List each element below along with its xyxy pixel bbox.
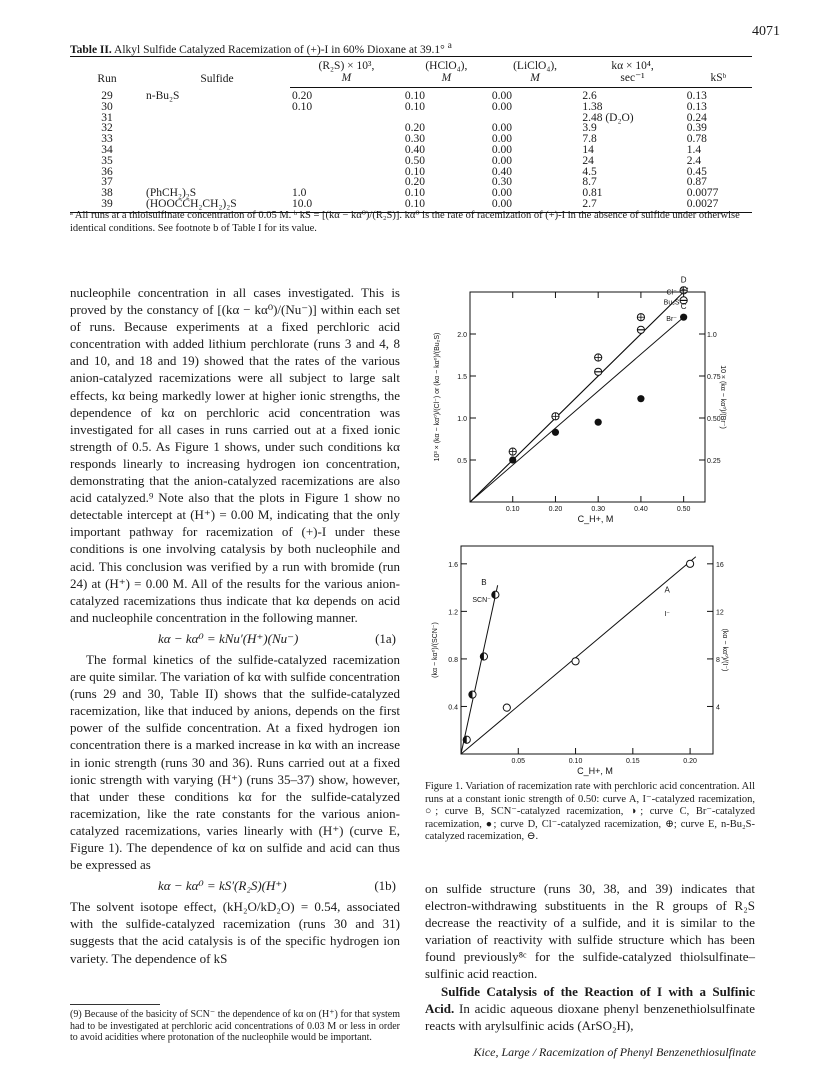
cell-r2s — [290, 177, 403, 188]
cell-r2s — [290, 167, 403, 178]
header-liclo4: (LiClO₄), — [513, 60, 558, 72]
series-ion-E: Bu₂S — [663, 299, 680, 307]
cell-r2s: 0.10 — [292, 100, 313, 113]
series-ion-D: Cl⁻ — [666, 289, 677, 297]
cell-run: 35 — [101, 154, 113, 167]
cell-hclo4: 0.20 — [404, 176, 426, 189]
y-tick-label-left: 0.5 — [457, 458, 467, 465]
cell-r2s — [290, 156, 403, 167]
cell-sulfide — [144, 123, 290, 134]
y-tick-label-right: 8 — [716, 656, 720, 664]
point-B — [469, 691, 476, 698]
point-B — [463, 736, 470, 743]
x-tick-label: 0.15 — [626, 758, 640, 765]
panel-2-ylabel-right: (kα − kα⁰)/(I⁻) — [721, 628, 728, 672]
cell-hclo4: 0.40 — [404, 143, 426, 156]
cell-r2s: 1.0 — [292, 187, 307, 200]
figure-1 — [425, 275, 728, 776]
point-C-shape — [595, 419, 602, 426]
equation-1a-label: (1a) — [375, 630, 396, 646]
header-r2s-unit: M — [290, 72, 403, 88]
y-tick-label-right: 0.50 — [707, 416, 721, 423]
cell-sulfide: (HOOCCH₂CH₂)₂S — [144, 199, 290, 212]
cell-ks: 0.13 — [686, 100, 707, 113]
cell-run: 31 — [101, 111, 113, 124]
cell-hclo4: 0.10 — [404, 90, 426, 102]
cell-run: 36 — [101, 165, 113, 178]
panel-1-frame — [470, 292, 705, 502]
cell-hclo4: 0.10 — [403, 199, 490, 212]
cell-hclo4: 0.10 — [404, 100, 426, 113]
point-D — [637, 314, 644, 321]
cell-ks: 0.13 — [686, 90, 707, 102]
point-C — [509, 456, 516, 463]
equation-1b-body: kα − kα⁰ = kS′(R₂S)(H⁺) — [158, 878, 287, 894]
point-A — [572, 658, 579, 665]
footnote-rule — [70, 1004, 160, 1005]
series-line-C — [470, 317, 684, 502]
cell-ka: 24 — [582, 154, 594, 167]
panel-1-ylabel-right: 10 × (kα − kα⁰)/(Br⁻) — [719, 365, 726, 429]
y-tick-label-left: 0.4 — [448, 704, 458, 712]
y-tick-label-right: 4 — [716, 704, 720, 712]
cell-liclo4: 0.00 — [490, 199, 581, 212]
point-D — [552, 413, 559, 420]
point-C — [552, 429, 559, 436]
left-paragraph-2: The formal kinetics of the sulfide-catalyzed racemization are quite similar. The variation of kα with sulfide concentration (runs 29 and 30, Table II) shows that the sulfide-catalyzed racemization, like that induced by anions, depends on the first power of the sulfide concentration. At a fixed hydrogen ion concentration there is a marked increase in kα with an increase in ionic strength (runs 30 and 36). Runs carried out at a fixed ionic strength with varying (H⁺) (runs 35–37) show, however, that under these conditions kα for the sulfide-catalyzed racemization, like the rate constants for the various anion-catalyzed racemizations, varies linearly with (H⁺) (curve E, Figure 1). The dependence of kα on sulfide and acid can thus be expressed as — [70, 651, 400, 873]
x-tick-label: 0.40 — [634, 506, 648, 513]
cell-sulfide — [144, 134, 290, 145]
x-tick-label: 0.10 — [505, 506, 520, 513]
cell-run: 32 — [101, 122, 113, 135]
cell-ks: 0.24 — [686, 111, 707, 124]
cell-run: 30 — [101, 100, 113, 113]
cell-liclo4: 0.00 — [491, 90, 512, 102]
cell-sulfide: (PhCH₂)₂S — [146, 187, 197, 200]
cell-sulfide: n-Bu₂S — [146, 89, 180, 102]
point-D — [509, 448, 516, 455]
cell-hclo4: 0.50 — [404, 154, 426, 167]
cell-ks: 0.45 — [686, 165, 707, 178]
series-label-B: B — [481, 578, 487, 588]
series-label-A: A — [664, 585, 670, 595]
cell-run: 29 — [101, 89, 113, 102]
header-run: Run — [97, 72, 117, 85]
table-body — [70, 88, 752, 213]
cell-run: 34 — [101, 143, 113, 156]
cell-ks: 2.4 — [686, 154, 702, 167]
table-row — [70, 88, 752, 102]
cell-sulfide — [144, 102, 290, 113]
cell-ka: 2.7 — [580, 199, 684, 212]
point-C — [637, 395, 644, 402]
panel-2-ylabel-left: (kα − kα⁰)/(SCN⁻) — [432, 622, 439, 678]
y-tick-label-left: 1.0 — [457, 416, 467, 423]
point-C-shape — [552, 429, 559, 436]
table-title — [70, 40, 452, 56]
cell-liclo4: 0.00 — [491, 122, 512, 135]
point-A — [503, 704, 510, 711]
x-tick-label: 0.50 — [676, 506, 691, 513]
cell-run: 33 — [101, 133, 113, 146]
cell-r2s — [290, 134, 403, 145]
table-row — [70, 102, 752, 113]
point-C-shape — [637, 395, 644, 402]
table-title-text: Alkyl Sulfide Catalyzed Racemization of (+)-I in 60% Dioxane at 39.1° — [114, 43, 448, 56]
y-tick-label-right: 0.25 — [707, 458, 721, 465]
cell-ka: 4.5 — [582, 165, 597, 178]
table-label: Table II. — [70, 43, 112, 56]
cell-sulfide — [144, 145, 290, 156]
cell-ka: 1.38 — [582, 100, 603, 113]
right-paragraph-2-text: In acidic aqueous dioxane phenyl benzenethiolsulfinate reacts with arylsulfinic acids (ArSO₂H), — [425, 1000, 755, 1033]
cell-sulfide — [144, 156, 290, 167]
x-tick-label: 0.05 — [511, 758, 526, 765]
y-tick-label-right: 16 — [716, 561, 724, 569]
cell-ka: 8.7 — [582, 176, 597, 189]
point-A-shape — [572, 658, 579, 665]
equation-1a — [70, 626, 400, 651]
cell-ka: 0.81 — [582, 187, 603, 200]
cell-liclo4: 0.00 — [491, 100, 512, 113]
series-ion-A: I⁻ — [664, 611, 671, 619]
cell-ks: 0.39 — [686, 122, 707, 135]
right-column — [425, 880, 755, 1034]
left-column — [70, 284, 400, 967]
cell-liclo4: 0.00 — [491, 133, 512, 146]
panel-1-xlabel: C_H+, M — [577, 514, 614, 524]
header-ks-unit: kSᵇ — [685, 72, 752, 88]
series-label-C: C — [680, 302, 687, 312]
header-r2s: (R₂S) × 10³, — [318, 60, 375, 72]
table-row — [70, 156, 752, 167]
figure-caption: Figure 1. Variation of racemization rate with perchloric acid concentration. All runs at a constant ionic strength of 0.50: curve A, I⁻-catalyzed racemization, ○; curve B, SCN⁻-catalyzed racemization, ◑; curve C, Br⁻-catalyzed racemization, ●; curve D, Cl⁻-catalyzed racemization, ⊕; curve E, n-Bu₂S-catalyzed racemization, ⊖. — [425, 781, 755, 842]
y-tick-label-right: 0.75 — [707, 374, 721, 381]
point-A-shape — [686, 560, 693, 567]
cell-r2s — [290, 113, 403, 124]
cell-ka: 14 — [582, 143, 594, 156]
cell-ka: 2.48 (D₂O) — [582, 111, 634, 124]
x-tick-label: 0.10 — [568, 758, 583, 765]
header-hclo4: (HClO₄), — [425, 60, 468, 72]
cell-ks: 0.87 — [686, 176, 707, 189]
cell-liclo4: 0.30 — [491, 176, 512, 189]
point-E — [637, 326, 644, 333]
y-tick-label-right: 1.0 — [707, 332, 717, 339]
header-hclo4-unit: M — [403, 72, 490, 88]
header-ka-unit: sec⁻¹ — [580, 72, 684, 88]
point-B — [480, 653, 487, 660]
section-heading: Sulfide Catalysis of the Reaction of I with a Sulfinic Acid. — [425, 983, 755, 1016]
cell-run: 38 — [101, 187, 113, 200]
point-D — [595, 354, 602, 361]
series-ion-C: Br⁻ — [666, 316, 677, 324]
series-line-E — [470, 296, 679, 502]
table-header-row-1 — [70, 57, 752, 73]
y-tick-label-left: 0.8 — [448, 656, 458, 664]
header-ka: kα × 10⁴, — [611, 60, 654, 72]
y-tick-label-right: 12 — [716, 609, 724, 617]
equation-1b-label: (1b) — [374, 878, 396, 894]
cell-hclo4: 0.30 — [404, 133, 426, 146]
header-sulfide: Sulfide — [200, 72, 234, 85]
series-line-A — [461, 557, 696, 754]
y-tick-label-left: 1.6 — [448, 561, 458, 569]
panel-1-ylabel-left: 10³ × (kα − kα⁰)/(Cl⁻) or (kα − kα⁰)/(Bu₂S) — [434, 332, 441, 462]
cell-r2s: 10.0 — [290, 199, 403, 212]
cell-run: 37 — [101, 176, 113, 189]
y-tick-label-left: 2.0 — [457, 332, 467, 339]
cell-ks: 0.0027 — [685, 199, 752, 212]
left-paragraph-1: nucleophile concentration in all cases investigated. This is proved by the constancy of [(kα − kα⁰)/(Nu⁻)] within each set of runs. Because experiments at a fixed perchloric acid concentration with added lithium perchlorate (runs 3 and 4, 8 and 10, and 18 and 19) showed that the rates of the various anion-catalyzed racemizations were all subject to large salt effects, kα being markedly lower at higher ionic strengths, the dependence of kα on perchloric acid concentration was investigated for all cases in runs carried out at a fixed ionic strength of 0.5. As Figure 1 shows, under such conditions kα responds linearly to increasing hydrogen ion concentration, demonstrating that the anion-catalyzed racemizations are also acid catalyzed.⁹ Note also that the plots in Figure 1 show no detectable intercept at (H⁺) = 0.00 M, indicating that the only important pathway for racemization of (+)-I under these conditions is one involving catalysis by both nucleophile and acid. This conclusion was verified by a run with bromide (run 24) at (H⁺) = 0.00 M. All of the results for the various anion-catalyzed racemizations thus indicate that kα depends on acid and nucleophile concentration in the following manner. — [70, 285, 400, 625]
x-tick-label: 0.30 — [591, 506, 605, 513]
y-tick-label-left: 1.5 — [457, 374, 467, 381]
header-ks — [685, 57, 752, 73]
equation-1a-body: kα − kα⁰ = kNu′(H⁺)(Nu⁻) — [158, 630, 299, 646]
cell-run: 39 — [70, 199, 144, 212]
y-tick-label-left: 1.2 — [448, 609, 458, 617]
cell-ks: 0.0077 — [686, 187, 719, 200]
cell-liclo4: 0.00 — [491, 187, 512, 200]
x-tick-label: 0.20 — [548, 506, 563, 513]
point-A-shape — [503, 704, 510, 711]
cell-r2s — [290, 145, 403, 156]
cell-liclo4: 0.00 — [491, 143, 512, 156]
cell-sulfide — [144, 167, 290, 178]
point-B — [492, 591, 499, 598]
cell-hclo4: 0.10 — [404, 187, 426, 200]
table-footnote: ᵃ All runs at a thiolsulfinate concentration of 0.05 M. ᵇ kS = [(kα − kα⁰)/(R₂S)]. kα⁰ is the rate of racemization of (+)-I in the absence of sulfide under otherwise identical conditions. See footnote b of Table I for its value. — [70, 210, 740, 234]
cell-sulfide — [144, 113, 290, 124]
data-table — [70, 56, 752, 213]
cell-ka: 3.9 — [582, 122, 597, 135]
equation-1b — [70, 873, 400, 898]
cell-ka: 2.6 — [582, 90, 597, 102]
header-liclo4-unit: M — [490, 72, 581, 88]
series-line-B — [461, 585, 498, 754]
panel-2-xlabel: C_H+, M — [577, 766, 613, 776]
cell-ks: 0.78 — [686, 133, 707, 146]
x-tick-label: 0.20 — [683, 758, 697, 765]
series-label-D: D — [680, 275, 687, 285]
page-number: 4071 — [752, 24, 780, 39]
footnote-9-text: (9) Because of the basicity of SCN⁻ the dependence of kα on (H⁺) for that system had to be investigated at perchloric acid concentrations of 0.03 M or less in order to avoid acidities where protonation of the nucleophile would be important. — [70, 1009, 400, 1043]
series-label-E: E — [680, 285, 687, 295]
table-title-mark: a — [447, 40, 452, 51]
point-C-shape — [680, 314, 687, 321]
cell-liclo4: 0.00 — [491, 154, 512, 167]
left-paragraph-3: The solvent isotope effect, (kH₂O/kD₂O) = 0.54, associated with the sulfide-catalyzed racemization (runs 30 and 31) suggests that the acid catalysis is of the specific hydrogen ion variety. The dependence of kS — [70, 899, 400, 966]
cell-r2s — [290, 123, 403, 134]
cell-hclo4: 0.10 — [404, 165, 426, 178]
point-A — [686, 560, 693, 567]
point-C — [595, 419, 602, 426]
point-C-shape — [509, 456, 516, 463]
series-ion-B: SCN⁻ — [472, 596, 491, 604]
running-footer: Kice, Large / Racemization of Phenyl Benzenethiosulfinate — [473, 1045, 756, 1059]
footnote-9 — [70, 1004, 400, 1044]
cell-ka: 7.8 — [582, 133, 597, 146]
cell-r2s: 0.20 — [292, 90, 313, 102]
point-E — [595, 368, 602, 375]
right-paragraph-2 — [425, 983, 755, 1034]
point-C — [680, 314, 687, 321]
right-paragraph-1: on sulfide structure (runs 30, 38, and 39) indicates that electron-withdrawing substituents in the R groups of R₂S decrease the reactivity of a sulfide, and it is similar to the variation of reactivity with sulfide structure which has been found previously⁸ᶜ for the sulfide-catalyzed thiolsulfinate–sulfinic acid reaction. — [425, 881, 755, 982]
cell-ks: 1.4 — [686, 143, 702, 156]
cell-liclo4: 0.40 — [491, 165, 512, 178]
cell-hclo4: 0.20 — [404, 122, 426, 135]
